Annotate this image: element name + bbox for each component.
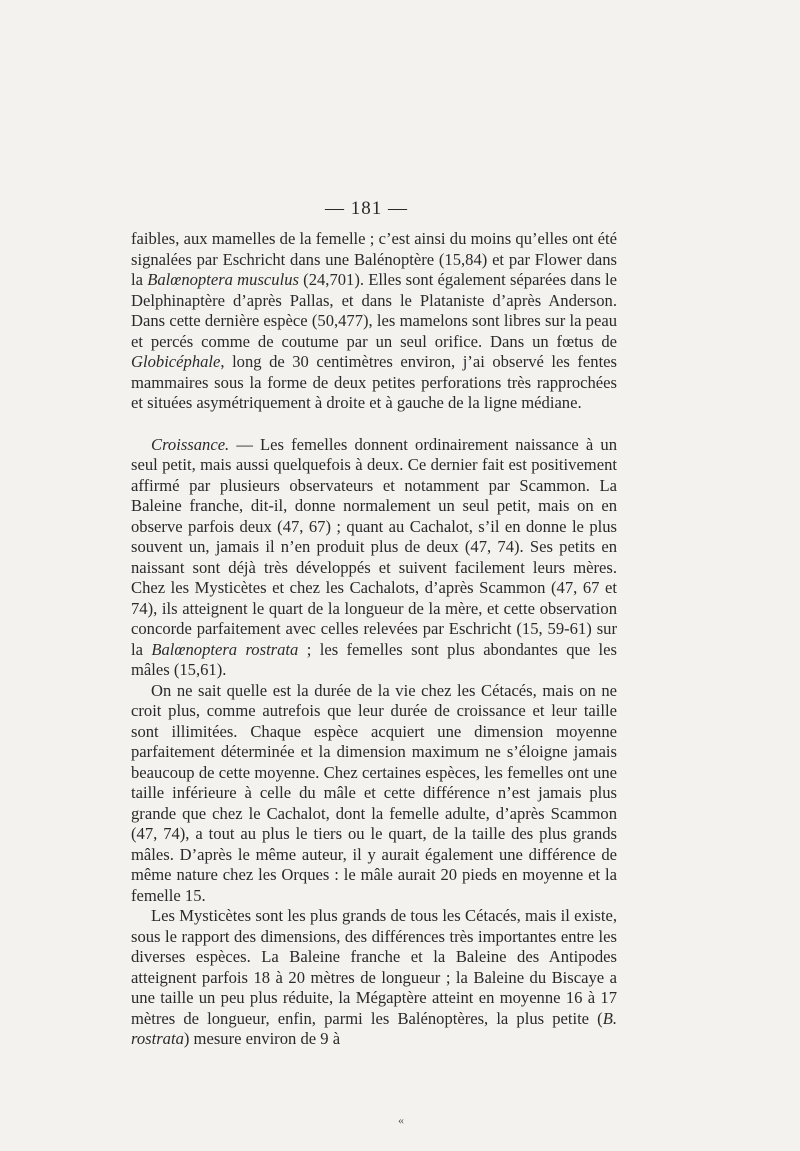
text-run: ) mesure environ de 9 à bbox=[183, 1029, 341, 1048]
paragraph-mamelles bbox=[131, 229, 617, 414]
text-run: , long de 30 centimètres environ, j’ai observé les fentes mammaires sous la forme de deux petites perforations très rapprochées et situées asymétriquement à droite et à gauche de la ligne médiane. bbox=[131, 352, 617, 412]
text-run: ; les femelles sont plus abondantes que les mâles (15,61). bbox=[131, 639, 617, 679]
body-text bbox=[131, 229, 617, 1050]
page-number: — 181 — bbox=[325, 198, 408, 219]
paragraph-croissance bbox=[131, 435, 617, 681]
species-name: Balœnoptera rostrata bbox=[151, 639, 299, 659]
text-run: — Les femelles donnent ordinairement naissance à un seul petit, mais aussi quelquefois à deux. Ce dernier fait est positivement affirmé par plusieurs observateurs et notamment par Scammon. La Baleine franche, dit-il, donne normalement un seul petit, mais on en observe parfois deux (47, 67) ; quant au Cachalot, s’il en donne le plus souvent un, jamais il n’en produit plus de deux (47, 74). Ses petits en naissant sont déjà très développés et suivent facilement leurs mères. Chez les Mysticètes et chez les Cachalots, d’après Scammon (47, 67 et 74), ils atteignent le quart de la longueur de la mère, et cette observation concorde parfaitement avec celles relevées par Eschricht (15, 59-61) sur la bbox=[131, 434, 617, 659]
species-name: Globicéphale bbox=[131, 352, 221, 371]
footer-mark: « bbox=[398, 1113, 404, 1127]
paragraph-mysticetes bbox=[131, 906, 617, 1050]
text-run: (24,701). Elles sont également séparées dans le Delphinaptère d’après Pallas, et dans le Plataniste d’après Anderson. Dans cette dernière espèce (50,477), les mamelons sont libres sur la peau et percés comme de coutume par un seul orifice. Dans un fœtus de bbox=[131, 270, 617, 351]
text-run: Les Mysticètes sont les plus grands de tous les Cétacés, mais il existe, sous le rapport des dimensions, des différences très importantes entre les diverses espèces. La Baleine franche et la Baleine des Antipodes atteignent parfois 18 à 20 mètres de longueur ; la Baleine du Biscaye a une taille un peu plus réduite, la Mégaptère atteint en moyenne 16 à 17 mètres de longueur, enfin, parmi les Balénoptères, la plus petite ( bbox=[131, 906, 617, 1028]
paragraph-duree-vie: On ne sait quelle est la durée de la vie chez les Cétacés, mais on ne croit plus, comme autrefois que leur durée de croissance et leur taille sont illimitées. Chaque espèce acquiert une dimension moyenne parfaitement déterminée et la dimension maximum ne s’éloigne jamais beaucoup de cette moyenne. Chez certaines espèces, les femelles ont une taille inférieure à celle du mâle et cette différence n’est jamais plus grande que chez le Cachalot, dont la femelle adulte, d’après Scammon (47, 74), a tout au plus le tiers ou le quart, de la taille des plus grands mâles. D’après le même auteur, il y aurait également une différence de même nature chez les Orques : le mâle aurait 20 pieds en moyenne et la femelle 15. bbox=[131, 680, 617, 905]
text-run: faibles, aux mamelles de la femelle ; c’est ainsi du moins qu’elles ont été signalées par Eschricht dans une Balénoptère (15,84) et par Flower dans la bbox=[131, 229, 617, 289]
section-heading: Croissance. bbox=[151, 434, 230, 454]
species-name: B. rostrata bbox=[131, 1008, 617, 1048]
species-name: Balœnoptera musculus bbox=[147, 270, 299, 289]
